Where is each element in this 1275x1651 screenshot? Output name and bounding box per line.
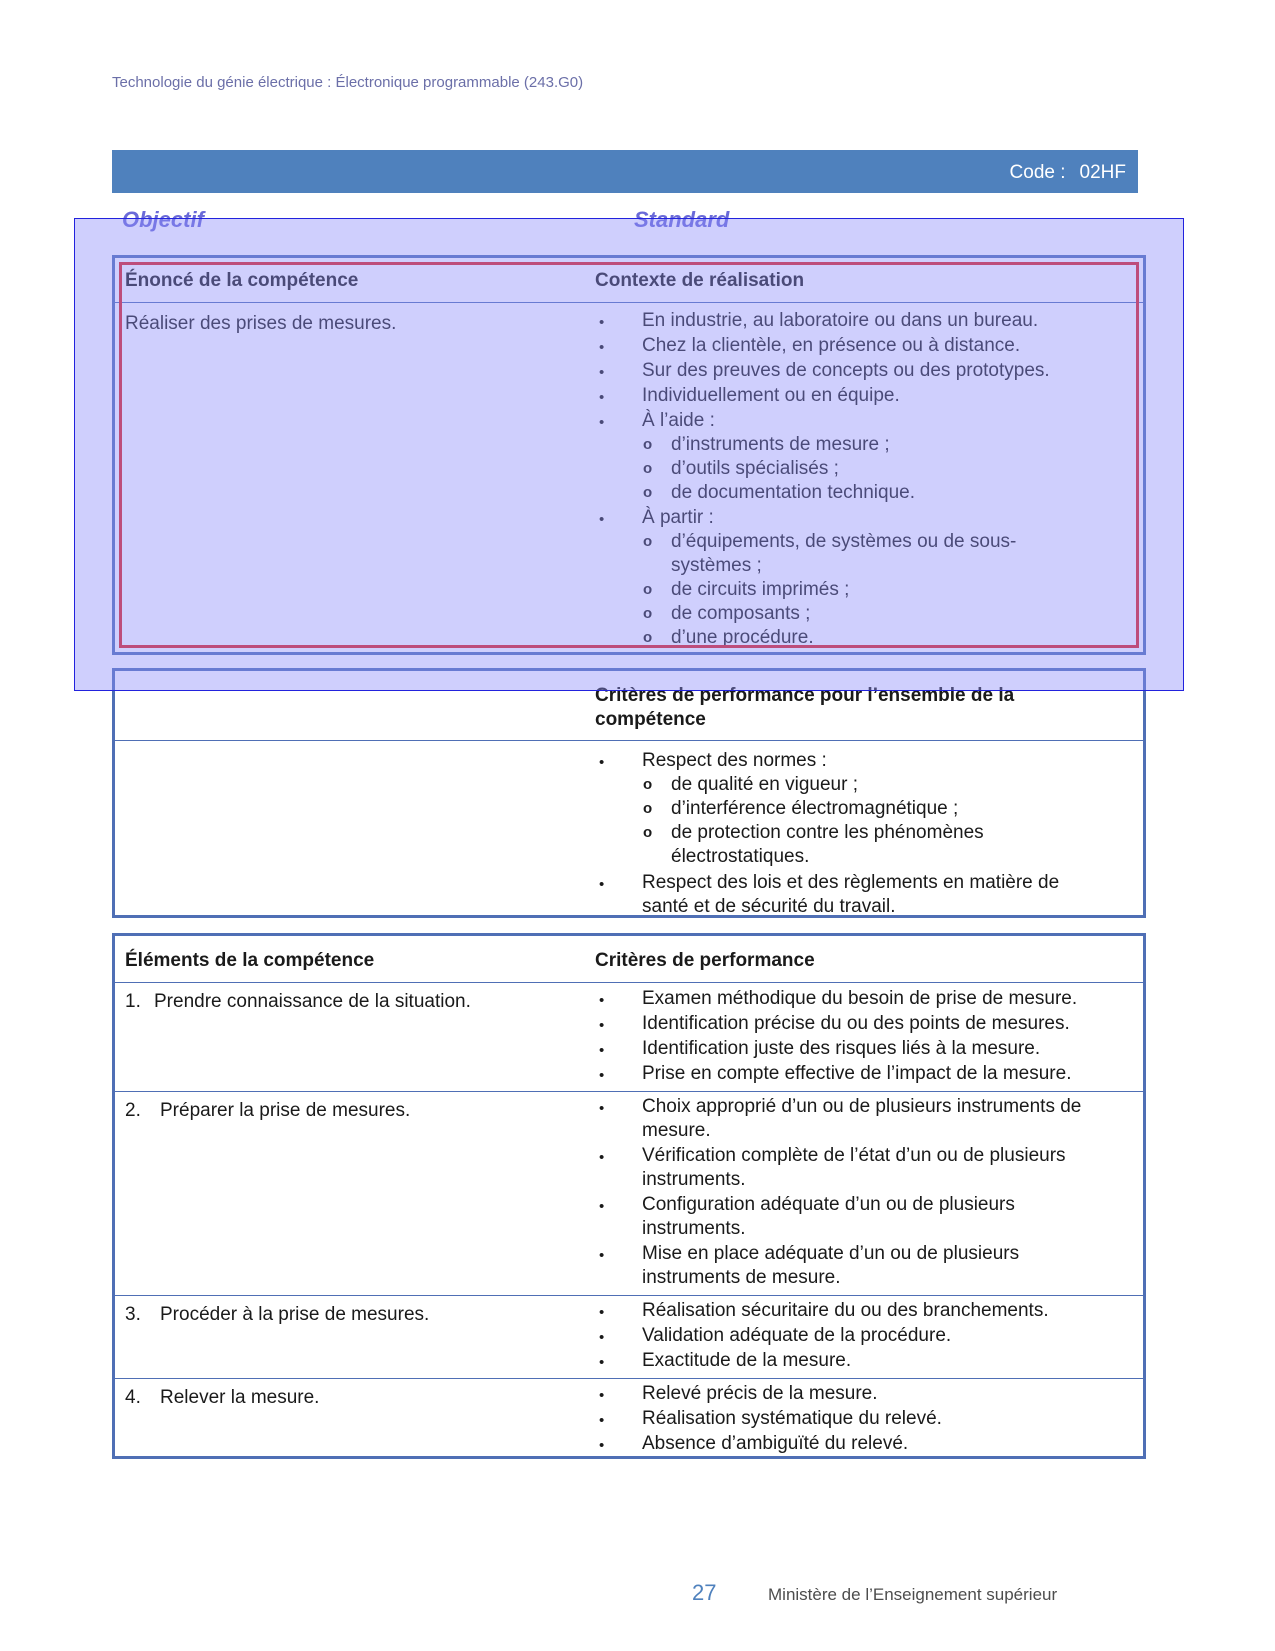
element-label: Prendre connaissance de la situation.	[154, 991, 471, 1012]
bullet: •	[599, 339, 605, 356]
sub-list-item: d’outils spécialisés ;	[671, 458, 839, 479]
bullet: •	[599, 364, 605, 381]
bullet: •	[599, 1387, 605, 1404]
criterion: Choix approprié d’un ou de plusieurs instruments de	[642, 1096, 1082, 1117]
row-divider	[115, 1378, 1143, 1379]
list-item-continued: santé et de sécurité du travail.	[642, 896, 896, 917]
page-number: 27	[692, 1580, 717, 1605]
sub-bullet: o	[643, 824, 653, 841]
sub-list-item: d’une procédure.	[671, 627, 814, 648]
sub-list-item: d’instruments de mesure ;	[671, 434, 890, 455]
row-divider	[115, 1091, 1143, 1092]
element-label: Préparer la prise de mesures.	[160, 1100, 411, 1121]
program-title: Technologie du génie électrique : Électronique programmable (243.G0)	[112, 74, 584, 91]
ensemble-header-line1: Critères de performance pour l’ensemble de la	[595, 685, 1015, 706]
elements-header: Éléments de la compétence	[125, 950, 375, 971]
standard-label: Standard	[634, 207, 730, 232]
ensemble-header	[595, 684, 1014, 732]
criterion-continued: instruments de mesure.	[642, 1267, 841, 1288]
bullet: •	[599, 1149, 605, 1166]
sub-bullet: o	[643, 629, 653, 646]
enonce-header: Énoncé de la compétence	[125, 270, 359, 291]
bullet: •	[599, 314, 605, 331]
criterion: Exactitude de la mesure.	[642, 1350, 852, 1371]
element-number: 1.	[125, 991, 141, 1012]
bullet: •	[599, 754, 605, 771]
sub-bullet: o	[643, 460, 653, 477]
sub-list-item: de composants ;	[671, 603, 811, 624]
criterion: Réalisation sécuritaire du ou des branchements.	[642, 1300, 1049, 1321]
bullet: •	[599, 1412, 605, 1429]
sub-bullet: o	[643, 484, 653, 501]
sub-list-item: de protection contre les phénomènes	[671, 822, 984, 843]
criterion: Configuration adéquate d’un ou de plusieurs	[642, 1194, 1015, 1215]
bullet: •	[599, 1100, 605, 1117]
criterion: Réalisation systématique du relevé.	[642, 1408, 942, 1429]
bullet: •	[599, 1437, 605, 1454]
elements-table	[112, 933, 1146, 1459]
sub-list-item-continued: systèmes ;	[671, 555, 762, 576]
criterion: Examen méthodique du besoin de prise de mesure.	[642, 988, 1078, 1009]
enonce-text: Réaliser des prises de mesures.	[125, 313, 397, 334]
criterion: Mise en place adéquate d’un ou de plusieurs	[642, 1243, 1020, 1264]
bullet: •	[599, 414, 605, 431]
selection-overlay	[74, 218, 1184, 691]
footer-organization: Ministère de l’Enseignement supérieur	[768, 1585, 1058, 1604]
bullet: •	[599, 1247, 605, 1264]
list-item: À partir :	[642, 507, 714, 528]
element-number: 4.	[125, 1387, 141, 1408]
list-item: Individuellement ou en équipe.	[642, 385, 900, 406]
criterion-continued: mesure.	[642, 1120, 711, 1141]
list-item: À l’aide :	[642, 410, 715, 431]
bullet: •	[599, 1304, 605, 1321]
bullet: •	[599, 1329, 605, 1346]
sub-bullet: o	[643, 533, 653, 550]
bullet: •	[599, 992, 605, 1009]
criterion: Identification juste des risques liés à la mesure.	[642, 1038, 1041, 1059]
sub-bullet: o	[643, 581, 653, 598]
sub-list-item: de qualité en vigueur ;	[671, 774, 858, 795]
code-label: Code :	[1009, 162, 1066, 183]
elements-table-header	[115, 936, 1143, 983]
ensemble-header-line2: compétence	[595, 709, 706, 730]
element-label: Relever la mesure.	[160, 1387, 320, 1408]
sub-list-item: d’équipements, de systèmes ou de sous-	[671, 531, 1017, 552]
sub-bullet: o	[643, 436, 653, 453]
sub-list-item: d’interférence électromagnétique ;	[671, 798, 959, 819]
bullet: •	[599, 389, 605, 406]
criterion: Identification précise du ou des points de mesures.	[642, 1013, 1070, 1034]
code-band	[112, 150, 1138, 193]
ensemble-criteria-table	[112, 668, 1146, 918]
objectif-label: Objectif	[122, 207, 204, 232]
bullet: •	[599, 1067, 605, 1084]
sub-list-item-continued: électrostatiques.	[671, 846, 810, 867]
criterion: Prise en compte effective de l’impact de la mesure.	[642, 1063, 1072, 1084]
criterion: Vérification complète de l’état d’un ou de plusieurs	[642, 1145, 1066, 1166]
bullet: •	[599, 1354, 605, 1371]
criterion-continued: instruments.	[642, 1218, 746, 1239]
criterion: Relevé précis de la mesure.	[642, 1383, 878, 1404]
criterion-continued: instruments.	[642, 1169, 746, 1190]
list-item: En industrie, au laboratoire ou dans un bureau.	[642, 310, 1039, 331]
list-item: Respect des normes :	[642, 750, 827, 771]
sub-list-item: de documentation technique.	[671, 482, 916, 503]
list-item: Chez la clientèle, en présence ou à distance.	[642, 335, 1021, 356]
bullet: •	[599, 1042, 605, 1059]
course-code	[1010, 162, 1126, 184]
code-value: 02HF	[1079, 162, 1126, 183]
bullet: •	[599, 876, 605, 893]
criteres-header: Critères de performance	[595, 950, 815, 971]
bullet: •	[599, 1017, 605, 1034]
contexte-header: Contexte de réalisation	[595, 270, 805, 291]
sub-bullet: o	[643, 605, 653, 622]
element-number: 3.	[125, 1304, 141, 1325]
sub-bullet: o	[643, 776, 653, 793]
bullet: •	[599, 511, 605, 528]
sub-bullet: o	[643, 800, 653, 817]
row-divider	[115, 1295, 1143, 1296]
sub-list-item: de circuits imprimés ;	[671, 579, 850, 600]
element-number: 2.	[125, 1100, 141, 1121]
list-item: Respect des lois et des règlements en matière de	[642, 872, 1060, 893]
criterion: Validation adéquate de la procédure.	[642, 1325, 952, 1346]
criterion: Absence d’ambiguïté du relevé.	[642, 1433, 909, 1454]
element-label: Procéder à la prise de mesures.	[160, 1304, 430, 1325]
bullet: •	[599, 1198, 605, 1215]
list-item: Sur des preuves de concepts ou des prototypes.	[642, 360, 1050, 381]
